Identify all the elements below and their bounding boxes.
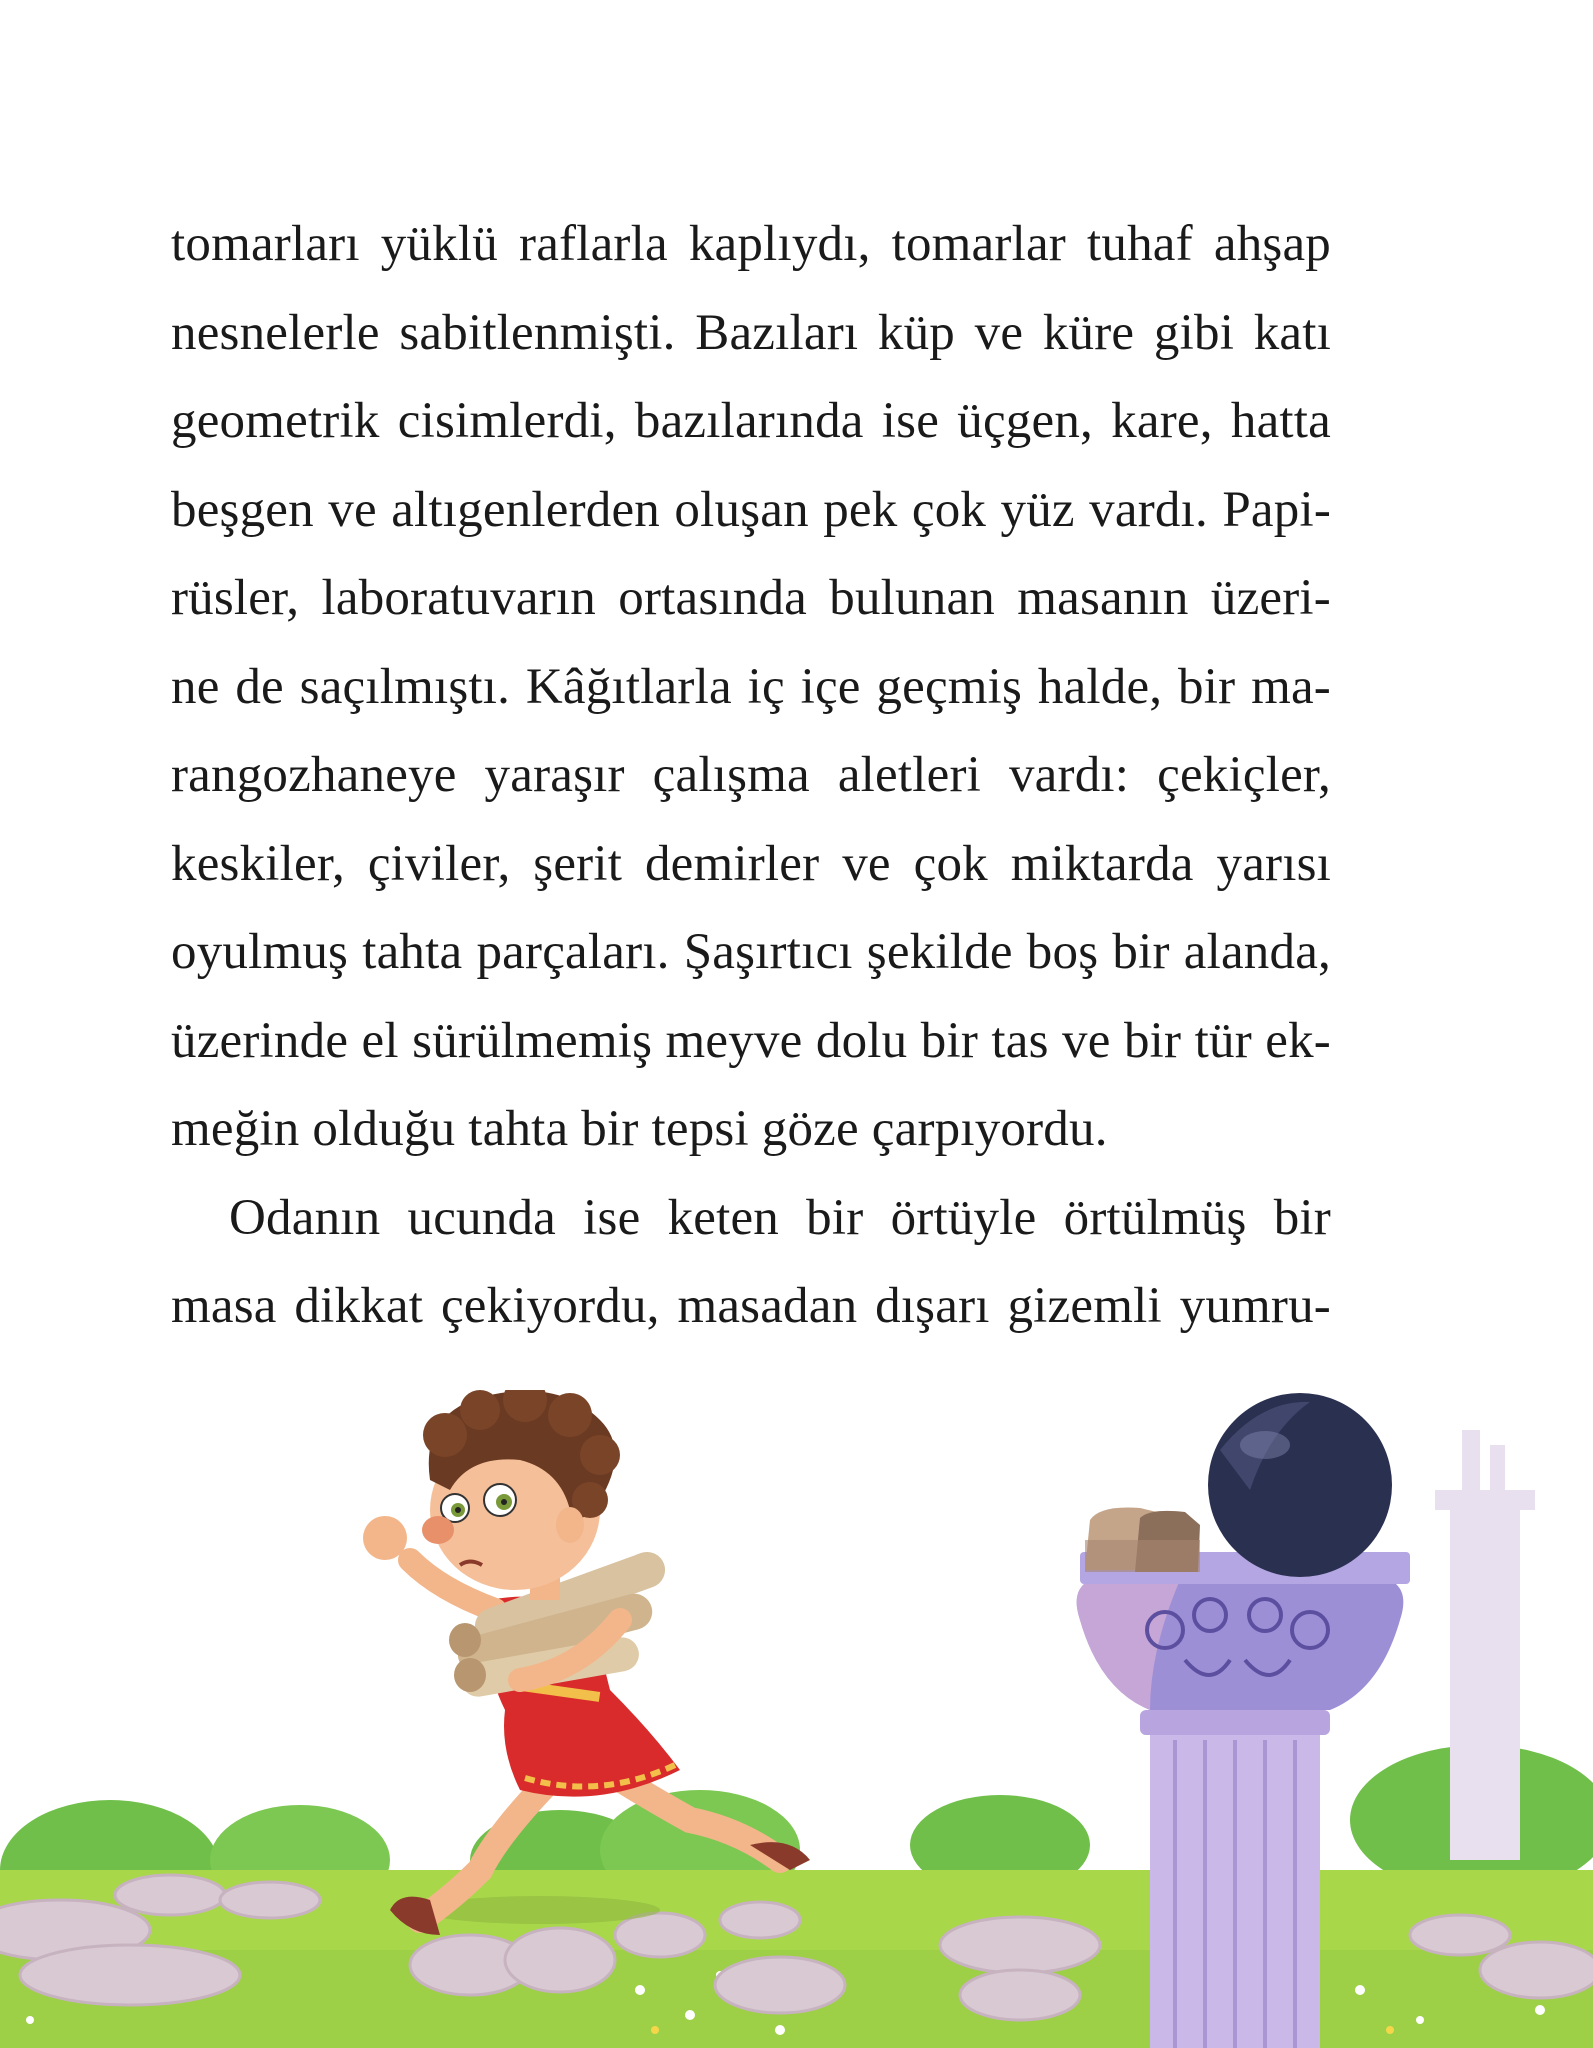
stone-block-icon — [1085, 1508, 1200, 1573]
text-line: Odanın ucunda ise keten bir örtüyle örtülmüş bir — [229, 1189, 1331, 1246]
text-line: masa dikkat çekiyordu, masadan dışarı gizemli yumru- — [171, 1278, 1331, 1334]
text-line: keskiler, çiviler, şerit demirler ve çok miktarda yarısı — [171, 835, 1331, 892]
sphere-icon — [1208, 1393, 1392, 1577]
text-line: tomarları yüklü raflarla kaplıydı, tomarlar tuhaf ahşap — [171, 216, 1331, 272]
text-line: nesnelerle sabitlenmişti. Bazıları küp ve küre gibi katı — [171, 304, 1331, 361]
distant-column-icon — [1435, 1430, 1535, 1860]
body-text — [171, 200, 1331, 1351]
paragraph-2 — [171, 1174, 1331, 1351]
garden-illustration — [0, 1390, 1593, 2048]
text-line: üzerinde el sürülmemiş meyve dolu bir tas ve bir tür ek- — [171, 1012, 1331, 1069]
text-line: meğin olduğu tahta bir tepsi göze çarpıyordu. — [171, 1101, 1108, 1157]
text-line: geometrik cisimlerdi, bazılarında ise üçgen, kare, hatta — [171, 393, 1331, 449]
text-line: ne de saçılmıştı. Kâğıtlarla iç içe geçmiş halde, bir ma- — [171, 658, 1331, 715]
text-line: beşgen ve altıgenlerden oluşan pek çok yüz vardı. Papi- — [171, 481, 1331, 538]
paragraph-1 — [171, 200, 1331, 1174]
text-line: rüsler, laboratuvarın ortasında bulunan masanın üzeri- — [171, 570, 1331, 626]
text-line: rangozhaneye yaraşır çalışma aletleri vardı: çekiçler, — [171, 747, 1331, 803]
text-line: oyulmuş tahta parçaları. Şaşırtıcı şekilde boş bir alanda, — [171, 924, 1331, 980]
